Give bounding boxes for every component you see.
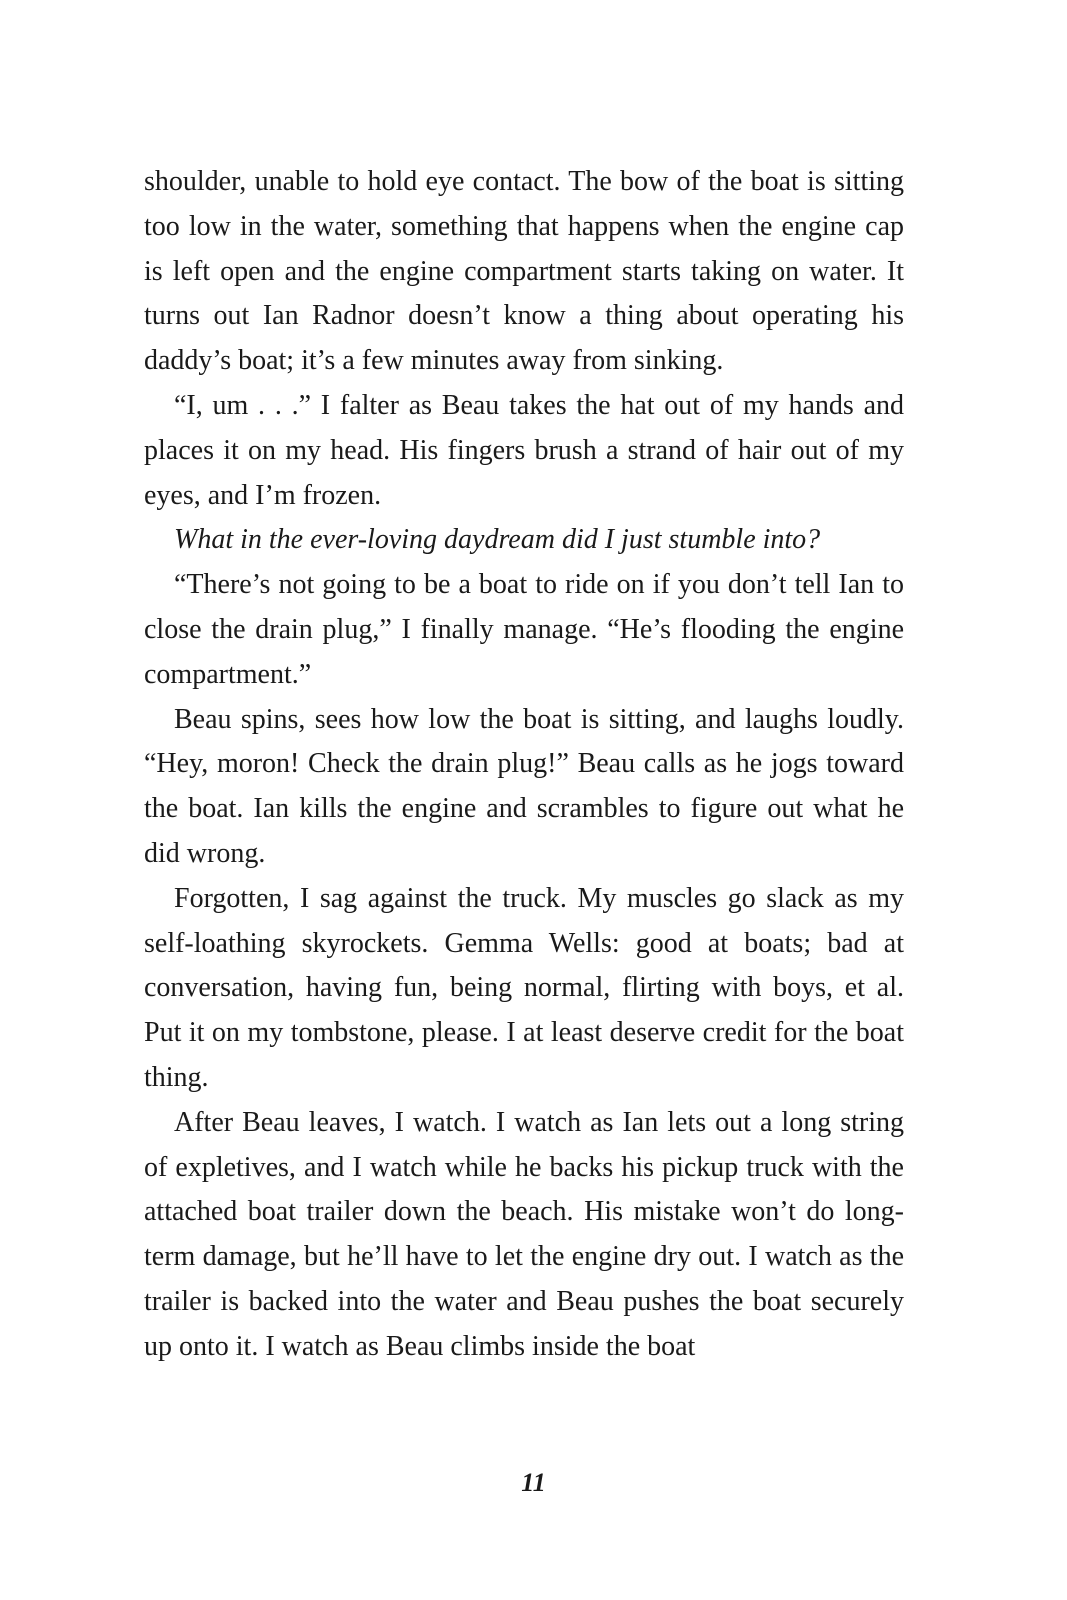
body-text: [144, 160, 904, 1370]
paragraph: Beau spins, sees how low the boat is sitting, and laughs loudly. “Hey, moron! Check the drain plug!” Beau calls as he jogs toward the boat. Ian kills the engine and scrambles to figure out what he did wrong.: [144, 703, 904, 869]
paragraph: “I, um . . .” I falter as Beau takes the hat out of my hands and places it on my head. His fingers brush a strand of hair out of my eyes, and I’m frozen.: [144, 389, 904, 511]
paragraph-italic-thought: What in the ever-loving daydream did I just stumble into?: [174, 524, 821, 556]
paragraph: “There’s not going to be a boat to ride on if you don’t tell Ian to close the drain plug,” I finally manage. “He’s flooding the engine compartment.”: [144, 569, 904, 690]
page-number: 11: [521, 1468, 546, 1497]
paragraph: Forgotten, I sag against the truck. My muscles go slack as my self-loathing skyrockets. Gemma Wells: good at boats; bad at conversation, having fun, being normal, flirting with boys, et al. Put it on my tombstone, please. I at least deserve credit for the boat thing.: [144, 882, 904, 1093]
paragraph: After Beau leaves, I watch. I watch as Ian lets out a long string of expletives, and I watch while he backs his pickup truck with the attached boat trailer down the beach. His mistake won’t do long-term damage, but he’ll have to let the engine dry out. I watch as the trailer is backed into the water and Beau pushes the boat securely up onto it. I watch as Beau climbs inside the boat: [144, 1106, 904, 1362]
paragraph-continued: shoulder, unable to hold eye contact. The bow of the boat is sitting too low in the water, something that happens when the engine cap is left open and the engine compartment starts taking on water. It turns out Ian Radnor doesn’t know a thing about operating his daddy’s boat; it’s a few minutes away from sinking.: [144, 166, 904, 377]
